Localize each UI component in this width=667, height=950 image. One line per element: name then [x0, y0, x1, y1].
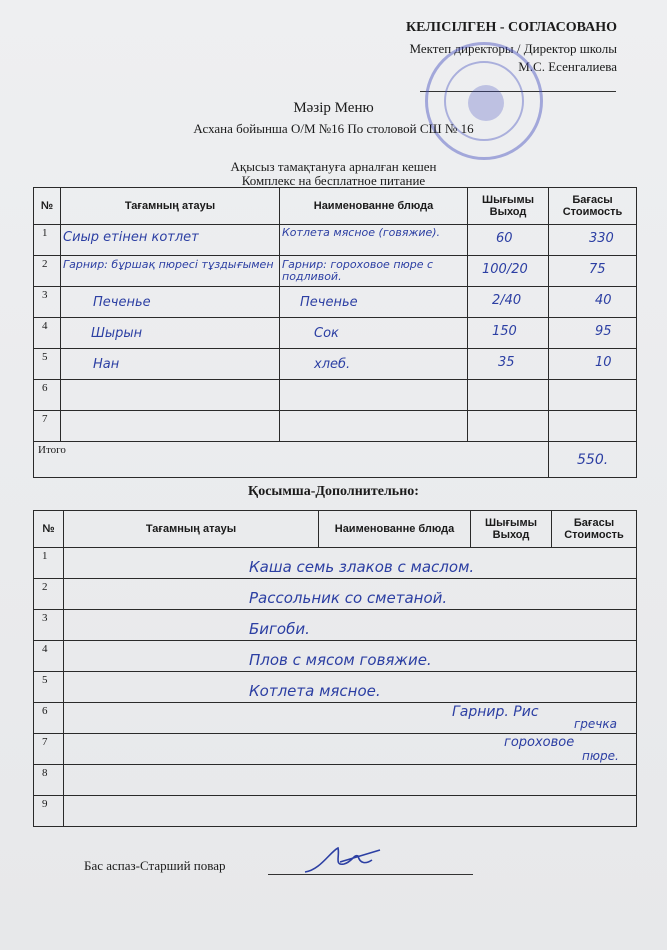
dish-output: 60: [496, 231, 513, 246]
additional-table: [33, 510, 637, 827]
row-number: 6: [34, 380, 61, 411]
total-value: 550.: [577, 452, 609, 468]
director-name: М.С. Есенгалиева: [518, 59, 617, 74]
col-number: №: [34, 188, 61, 225]
dish-ru: Печенье: [300, 295, 358, 310]
dish-price: 40: [595, 293, 612, 308]
table-row: [34, 765, 637, 796]
row-number: 8: [34, 765, 64, 796]
col-output: Шығымы Выход: [471, 511, 552, 548]
free-meal-table: [33, 187, 637, 478]
free-meals-kz: Ақысыз тамақтануға арналған кешен: [230, 159, 437, 174]
row-number: 7: [34, 734, 64, 765]
dish-kz: Печенье: [93, 295, 151, 310]
table-row: [34, 225, 637, 256]
row-number: 4: [34, 318, 61, 349]
dish-price: 95: [595, 324, 612, 339]
col-name-kz: Тағамның атауы: [61, 188, 280, 225]
additional-heading: Қосымша-Дополнительно:: [248, 484, 419, 499]
row-number: 3: [34, 287, 61, 318]
menu-title: Мәзір Меню: [293, 100, 374, 116]
extra-dish: Рассольник со сметаной.: [249, 589, 448, 607]
table-row: [34, 349, 637, 380]
extra-dish: Каша семь злаков с маслом.: [249, 558, 475, 576]
dish-ru: Гарнир: гороховое пюре с подливой.: [282, 258, 434, 283]
row-number: 6: [34, 703, 64, 734]
table-row: [34, 641, 637, 672]
col-output: Шығымы Выход: [468, 188, 549, 225]
dish-kz: Сиыр етінен котлет: [63, 230, 199, 245]
row-number: 7: [34, 411, 61, 442]
table-row: [34, 256, 637, 287]
extra-dish-pyure: пюре.: [582, 749, 619, 763]
approved-heading: КЕЛІСІЛГЕН - СОГЛАСОВАНО: [406, 20, 617, 35]
table-row: [34, 734, 637, 765]
dish-kz: Шырын: [91, 326, 143, 341]
extra-dish-gorokh: гороховое: [504, 735, 575, 750]
row-number: 2: [34, 256, 61, 287]
dish-price: 330: [589, 231, 614, 246]
dish-output: 2/40: [492, 293, 522, 308]
col-name-ru: Наименованне блюда: [280, 188, 468, 225]
total-row: [34, 442, 637, 478]
dish-price: 10: [595, 355, 612, 370]
col-name-kz: Тағамның атауы: [64, 511, 319, 548]
row-number: 2: [34, 579, 64, 610]
total-label: Итого: [38, 444, 66, 456]
dish-output: 35: [498, 355, 515, 370]
table-row: [34, 610, 637, 641]
extra-dish: Котлета мясное.: [249, 682, 381, 700]
dish-kz: Гарнир: бұршақ пюресі тұздығымен: [63, 258, 274, 271]
extra-dish: Бигоби.: [249, 620, 310, 638]
dish-ru: хлеб.: [314, 357, 351, 372]
table-row: [34, 703, 637, 734]
col-price: Бағасы Стоимость: [552, 511, 637, 548]
row-number: 1: [34, 548, 64, 579]
row-number: 3: [34, 610, 64, 641]
dish-price: 75: [589, 262, 606, 277]
col-name-ru: Наименованне блюда: [319, 511, 471, 548]
chef-label: Бас аспаз-Старший повар: [84, 858, 226, 873]
dish-ru: Котлета мясное (говяжие).: [282, 226, 441, 239]
table-row: [34, 579, 637, 610]
chef-signature: [300, 842, 390, 878]
canteen-subtitle: Асхана бойынша О/М №16 По столовой СШ № 16: [193, 121, 474, 136]
dish-output: 150: [492, 324, 517, 339]
row-number: 5: [34, 349, 61, 380]
table-row: [34, 287, 637, 318]
table-row: [34, 318, 637, 349]
row-number: 9: [34, 796, 64, 827]
table-row: [34, 411, 637, 442]
col-price: Бағасы Стоимость: [549, 188, 637, 225]
table-row: [34, 796, 637, 827]
dish-ru: Сок: [314, 326, 339, 341]
row-number: 4: [34, 641, 64, 672]
extra-dish: Гарнир. Рис: [452, 704, 539, 720]
col-number: №: [34, 511, 64, 548]
table-row: [34, 548, 637, 579]
extra-dish: Плов с мясом говяжие.: [249, 651, 432, 669]
row-number: 1: [34, 225, 61, 256]
row-number: 5: [34, 672, 64, 703]
dish-output: 100/20: [482, 262, 528, 277]
director-title: Мектеп директоры / Директор школы: [409, 41, 617, 56]
dish-kz: Нан: [93, 357, 120, 372]
table-row: [34, 672, 637, 703]
free-meals-ru: Комплекс на бесплатное питание: [241, 173, 426, 188]
extra-dish-greka: гречка: [574, 717, 617, 731]
table-row: [34, 380, 637, 411]
